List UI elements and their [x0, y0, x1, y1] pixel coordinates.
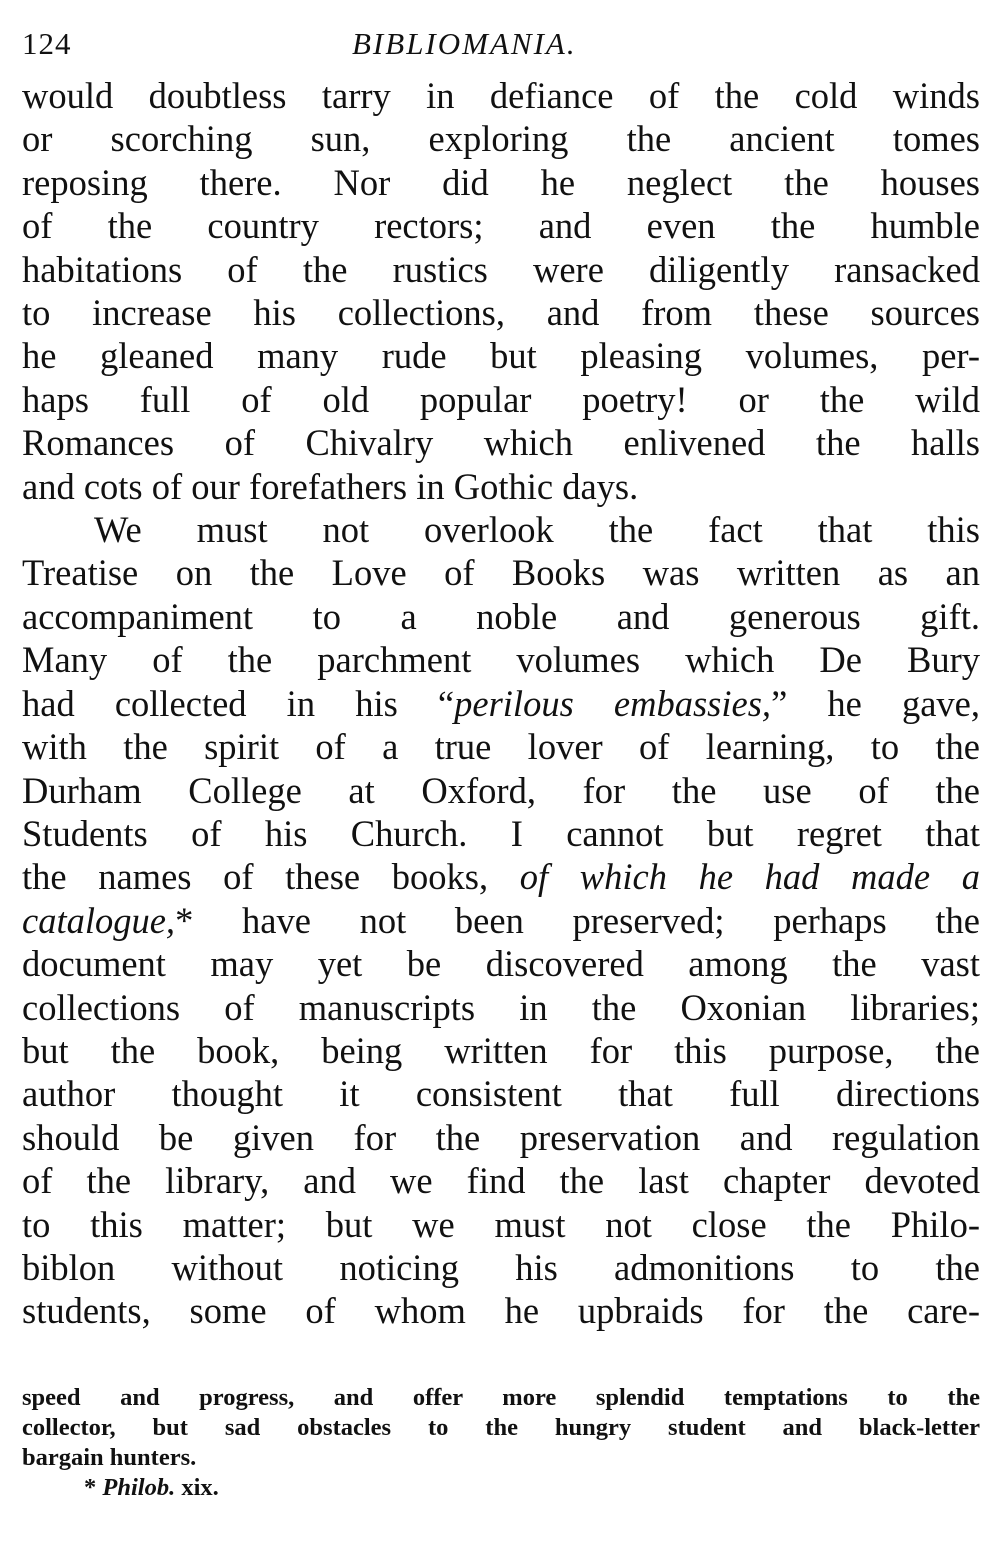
- running-head: [22, 18, 980, 74]
- text-line: document may yet be discovered among the vast: [22, 943, 980, 985]
- text-line: biblon without noticing his admonitions to the: [22, 1246, 980, 1288]
- text-line: author thought it consistent that full directions: [22, 1073, 980, 1115]
- text-line: Durham College at Oxford, for the use of the: [22, 769, 980, 811]
- text-line: Many of the parchment volumes which De Bury: [22, 639, 980, 681]
- text-line: haps full of old popular poetry! or the wild: [22, 378, 980, 420]
- text-line: but the book, being written for this purpose, the: [22, 1029, 980, 1071]
- text-line: reposing there. Nor did he neglect the houses: [22, 161, 980, 203]
- footnote-ref-title: Philob.: [102, 1473, 176, 1501]
- text-line: to increase his collections, and from these sources: [22, 292, 980, 334]
- italic-phrase: of which he had made a: [519, 856, 980, 898]
- footnote-line: speed and progress, and offer more splendid temptations to the: [22, 1383, 980, 1411]
- text-line: or scorching sun, exploring the ancient tomes: [22, 118, 980, 160]
- footnote-marker: *: [84, 1473, 103, 1501]
- text-run: had collected in his “: [22, 682, 455, 724]
- book-page: [22, 18, 980, 1503]
- text-line: to this matter; but we must not close the Philo-: [22, 1203, 980, 1245]
- text-line: [22, 682, 980, 725]
- text-line: We must not overlook the fact that this: [94, 509, 980, 551]
- footnote-reference: [22, 1473, 980, 1503]
- text-line: should be given for the preservation and regulation: [22, 1116, 980, 1158]
- text-line: of the country rectors; and even the humble: [22, 205, 980, 247]
- text-line: [22, 899, 980, 942]
- footnotes: [22, 1383, 980, 1503]
- italic-phrase: catalogue,: [22, 899, 176, 941]
- running-title: BIBLIOMANIA.: [352, 26, 577, 61]
- footnote-ref-rest: xix.: [175, 1473, 219, 1501]
- text-line: accompaniment to a noble and generous gift.: [22, 595, 980, 637]
- text-line: [22, 855, 980, 898]
- text-line: with the spirit of a true lover of learning, to the: [22, 726, 980, 768]
- text-line: of the library, and we find the last chapter devoted: [22, 1160, 980, 1202]
- text-line: Romances of Chivalry which enlivened the halls: [22, 422, 980, 464]
- text-line: students, some of whom he upbraids for the care-: [22, 1290, 980, 1332]
- text-line: would doubtless tarry in defiance of the cold winds: [22, 75, 980, 116]
- footnote-line: collector, but sad obstacles to the hungry student and black-letter: [22, 1413, 980, 1441]
- text-line: collections of manuscripts in the Oxonian libraries;: [22, 986, 980, 1028]
- text-run: * have not been preserved; perhaps the: [175, 899, 980, 941]
- text-line: and cots of our forefathers in Gothic days.: [22, 465, 639, 507]
- italic-phrase: perilous embassies,: [454, 682, 772, 724]
- text-line: habitations of the rustics were diligently ransacked: [22, 248, 980, 290]
- page-number: 124: [22, 26, 72, 61]
- body-text: [22, 74, 980, 1333]
- text-run: ” he gave,: [771, 682, 980, 724]
- text-run: the names of these books,: [22, 856, 520, 898]
- text-line: he gleaned many rude but pleasing volumes, per-: [22, 335, 980, 377]
- text-line: Treatise on the Love of Books was written as an: [22, 552, 980, 594]
- footnote-line: bargain hunters.: [22, 1443, 197, 1471]
- text-line: Students of his Church. I cannot but regret that: [22, 812, 980, 854]
